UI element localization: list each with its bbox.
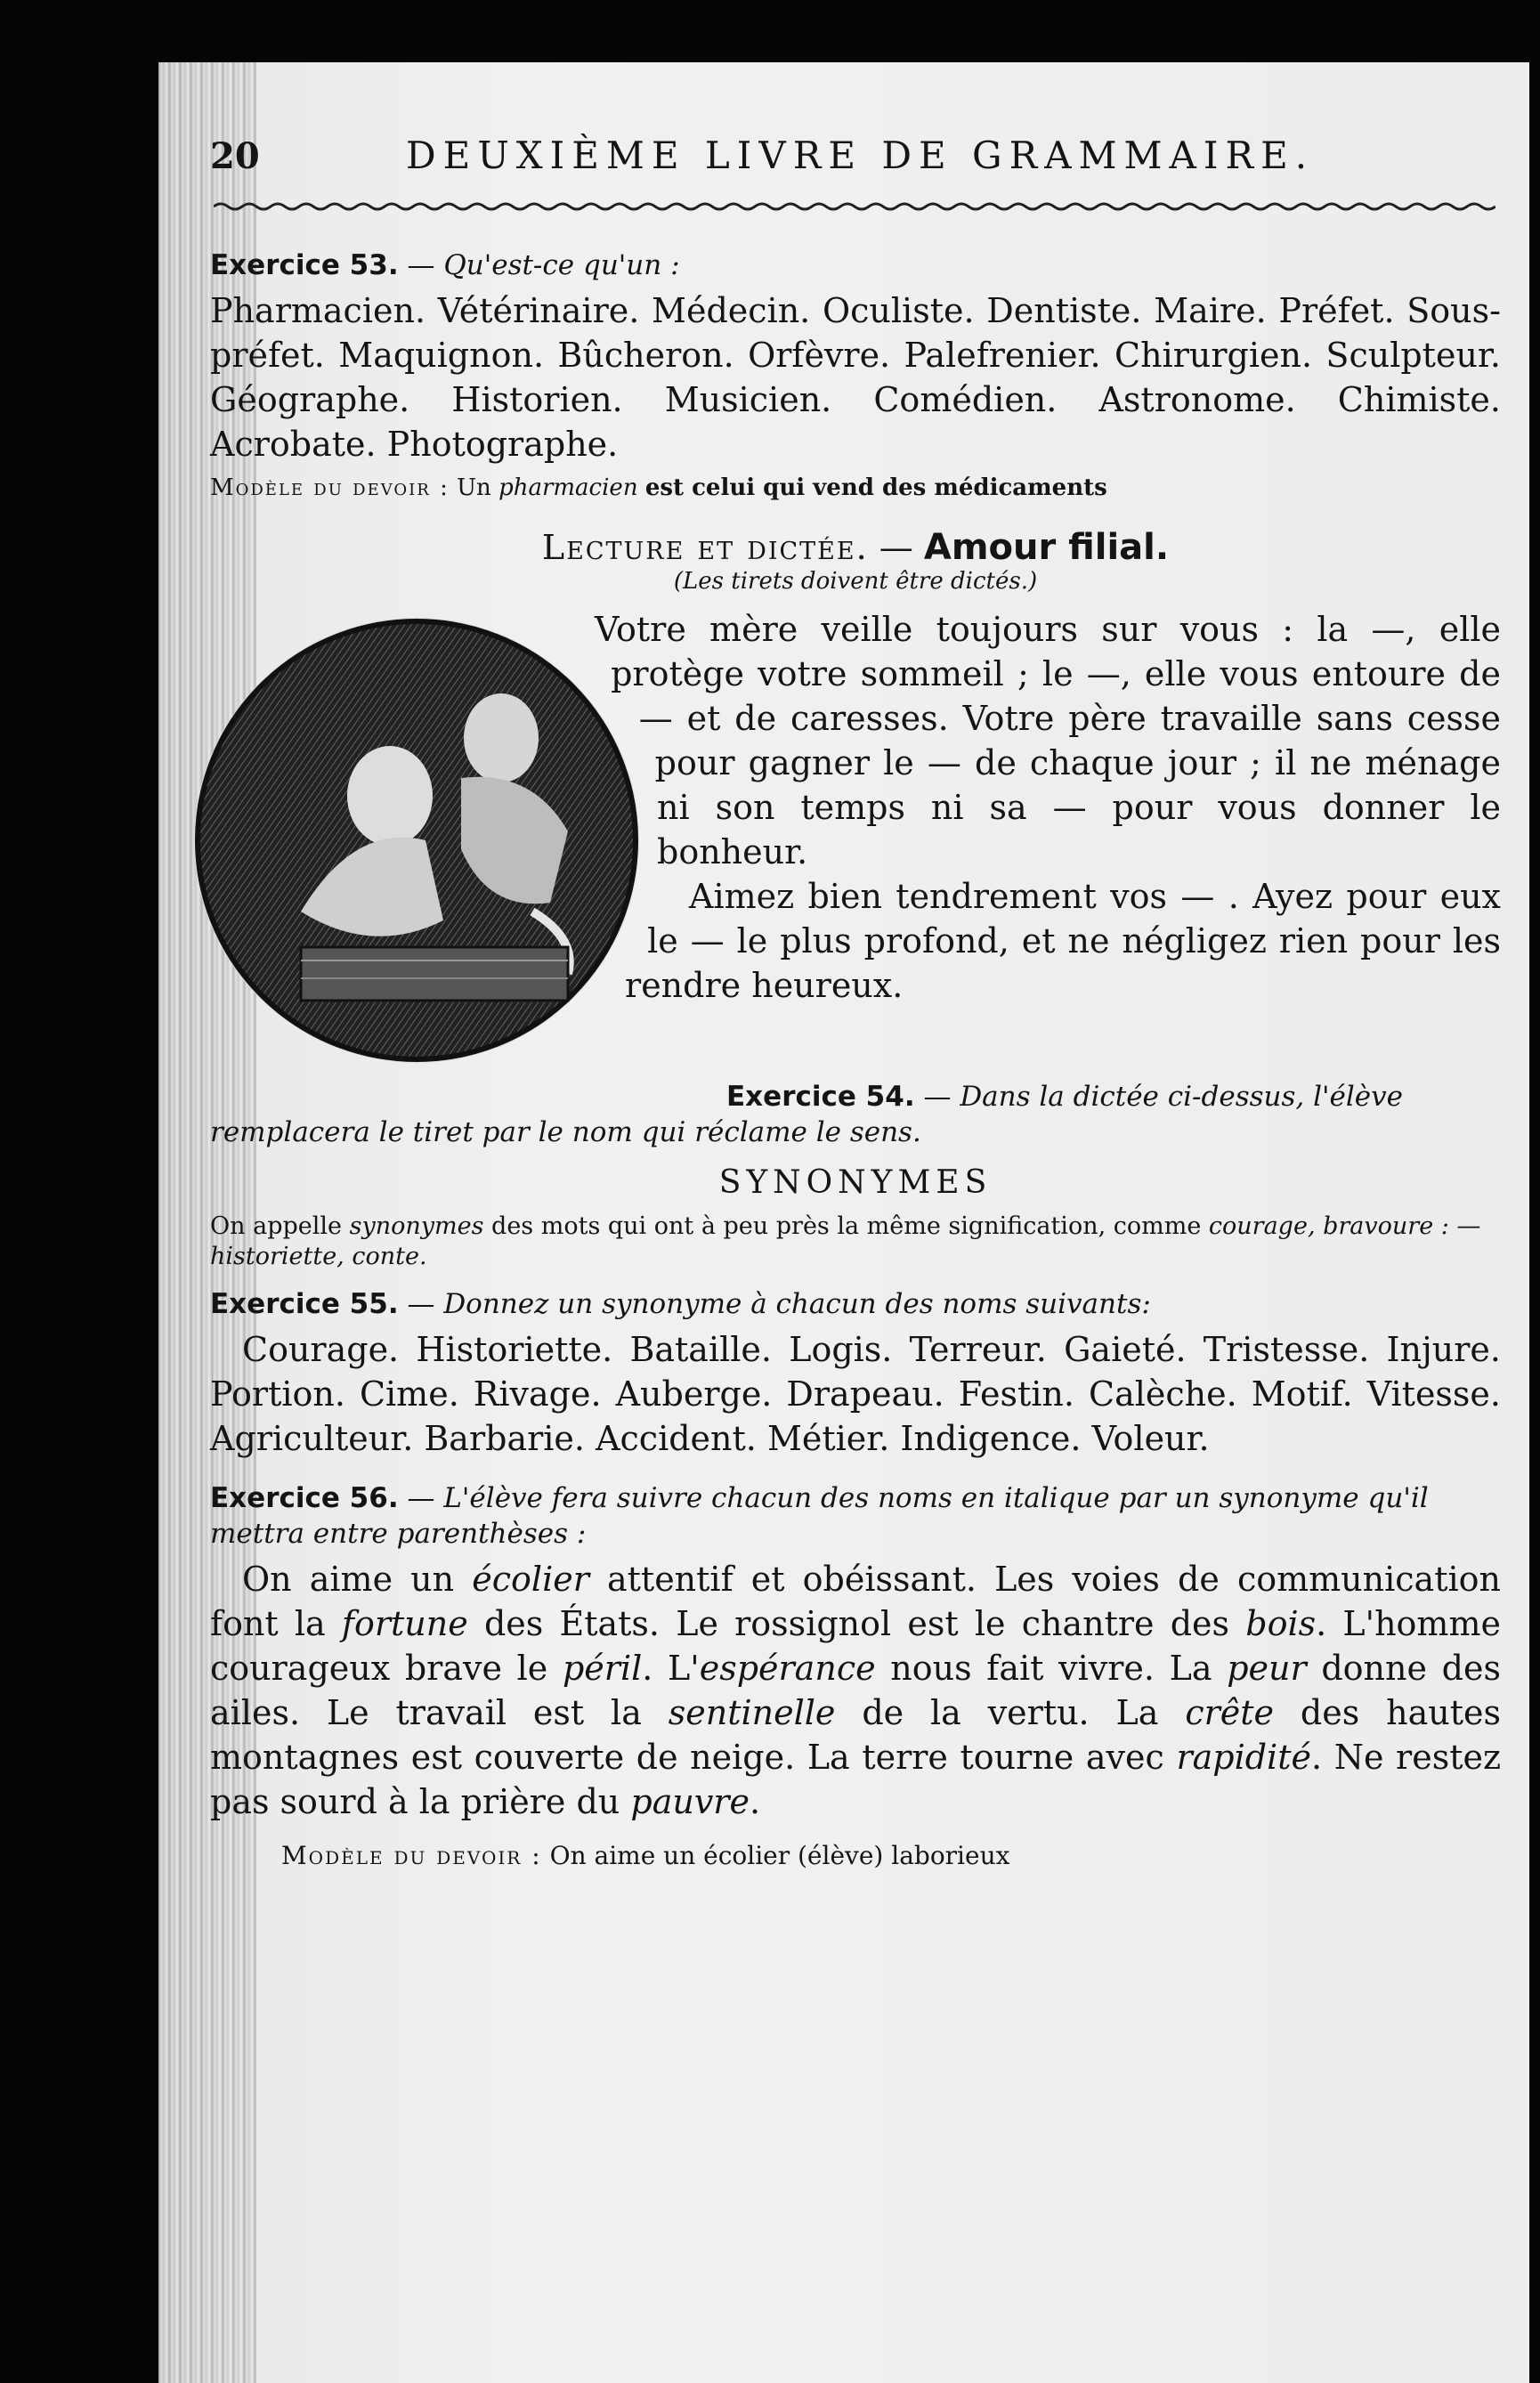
italic-noun: écolier — [472, 1560, 589, 1599]
model-label: Modèle du devoir : — [210, 474, 450, 501]
italic-noun: crête — [1185, 1693, 1275, 1732]
page-content — [210, 134, 1501, 1895]
synonymes-text — [210, 1212, 1501, 1272]
italic-noun: fortune — [341, 1604, 468, 1643]
lecture-title-caps: Lecture et dictée. — [541, 528, 869, 567]
lecture-dash: — — [879, 528, 913, 567]
italic-noun: sentinelle — [668, 1693, 836, 1732]
exercise-55-text: Courage. Historiette. Bataille. Logis. Terreur. Gaieté. Tristesse. Injure. Portion. Cime. Rivage. Auberge. Drapeau. Festin. Calèche. Motif. Vitesse. Agriculteur. Barbarie. Accident. Métier. Indigence. Voleur. — [210, 1330, 1501, 1458]
syn-p2: des mots qui ont à peu près la même signification, comme — [491, 1212, 1202, 1240]
exercise-prompt: — Dans la dictée ci-dessus, l'élève remplacera le tiret par le nom qui réclame le sens. — [210, 1081, 1404, 1148]
italic-noun: rapidité — [1176, 1738, 1311, 1777]
exercise-56-model — [210, 1840, 1501, 1872]
exercise-prompt: — Qu'est-ce qu'un : — [407, 249, 680, 281]
exercise-55-heading — [210, 1286, 1501, 1322]
exercise-53-text: Pharmacien. Vétérinaire. Médecin. Oculiste. Dentiste. Maire. Préfet. Sous-préfet. Maquignon. Bûcheron. Orfèvre. Palefrenier. Chirurgien. Sculpteur. Géographe. Historien. Musicien. Comédien. Astronome. Chimiste. Acrobate. Photographe. — [210, 291, 1501, 464]
exercise-56-text — [210, 1557, 1501, 1824]
exercise-label: Exercice 54. — [726, 1081, 915, 1113]
text-run: . — [749, 1782, 761, 1821]
lecture-paragraph-2: Aimez bien tendrement vos — . Ayez pour eux le — le plus profond, et ne négligez rien pour les rendre heureux. — [625, 877, 1501, 1005]
exercise-53-heading — [210, 247, 1501, 283]
model-post: est celui qui vend des médicaments — [644, 474, 1107, 501]
engraving-image — [194, 618, 639, 1063]
exercise-53-model — [210, 472, 1501, 504]
text-run: des États. Le rossignol est le chantre des — [483, 1604, 1230, 1643]
exercise-label: Exercice 55. — [210, 1288, 399, 1320]
text-run: On aime un — [242, 1560, 455, 1599]
syn-p1-italic: synonymes — [349, 1212, 484, 1240]
italic-noun: bois — [1245, 1604, 1317, 1643]
synonymes-heading: SYNONYMES — [718, 1164, 993, 1201]
lecture-title-bold: Amour filial. — [923, 527, 1170, 568]
lecture-paragraph-1: Votre mère veille toujours sur vous : la —, elle protège votre sommeil ; le —, elle vous entoure de — et de caresses. Votre père travaille sans cesse pour gagner le — de chaque jour ; il ne ménage ni son temps ni sa — pour vous donner le bonheur. — [595, 610, 1501, 871]
text-run: . L'homme courageux brave le — [210, 1604, 1501, 1688]
text-run: de la vertu. La — [862, 1693, 1159, 1732]
running-title: DEUXIÈME LIVRE DE GRAMMAIRE. — [406, 134, 1315, 177]
text-run: des hautes montagnes est couverte de neige. La terre tourne avec — [210, 1693, 1501, 1777]
exercise-prompt: — L'élève fera suivre chacun des noms en italique par un synonyme qu'il mettra entre parenthèses : — [210, 1482, 1429, 1550]
model-pre: Un — [457, 474, 491, 501]
exercise-prompt: — Donnez un synonyme à chacun des noms suivants: — [407, 1288, 1151, 1320]
exercise-label: Exercice 53. — [210, 249, 399, 281]
text-run: nous fait vivre. La — [890, 1649, 1212, 1688]
page-number: 20 — [210, 135, 260, 177]
wavy-rule — [214, 201, 1495, 219]
italic-noun: espérance — [699, 1649, 876, 1688]
text-run: donne des ailes. Le travail est la — [210, 1649, 1501, 1732]
exercise-56-heading — [210, 1480, 1501, 1552]
italic-noun: péril — [562, 1649, 643, 1688]
italic-noun: pauvre — [630, 1782, 750, 1821]
running-header — [210, 134, 1501, 196]
text-run: . Ne restez pas sourd à la prière du — [210, 1738, 1501, 1821]
text-run: attentif et obéissant. Les voies de communication font la — [210, 1560, 1501, 1643]
italic-noun: peur — [1227, 1649, 1307, 1688]
engraving-medallion — [194, 618, 639, 1063]
syn-p2-italic: courage, bravoure : — historiette, conte. — [210, 1212, 1481, 1270]
model-label: Modèle du devoir : — [281, 1841, 542, 1870]
exercise-54 — [210, 1079, 1501, 1150]
lecture-subtitle: (Les tirets doivent être dictés.) — [673, 568, 1038, 595]
model-italic: pharmacien — [498, 474, 638, 501]
model-text: On aime un écolier (élève) laborieux — [549, 1841, 1010, 1870]
lecture-heading — [210, 527, 1501, 568]
exercise-label: Exercice 56. — [210, 1482, 399, 1514]
syn-p1: On appelle — [210, 1212, 342, 1240]
text-run: . L' — [642, 1649, 700, 1688]
